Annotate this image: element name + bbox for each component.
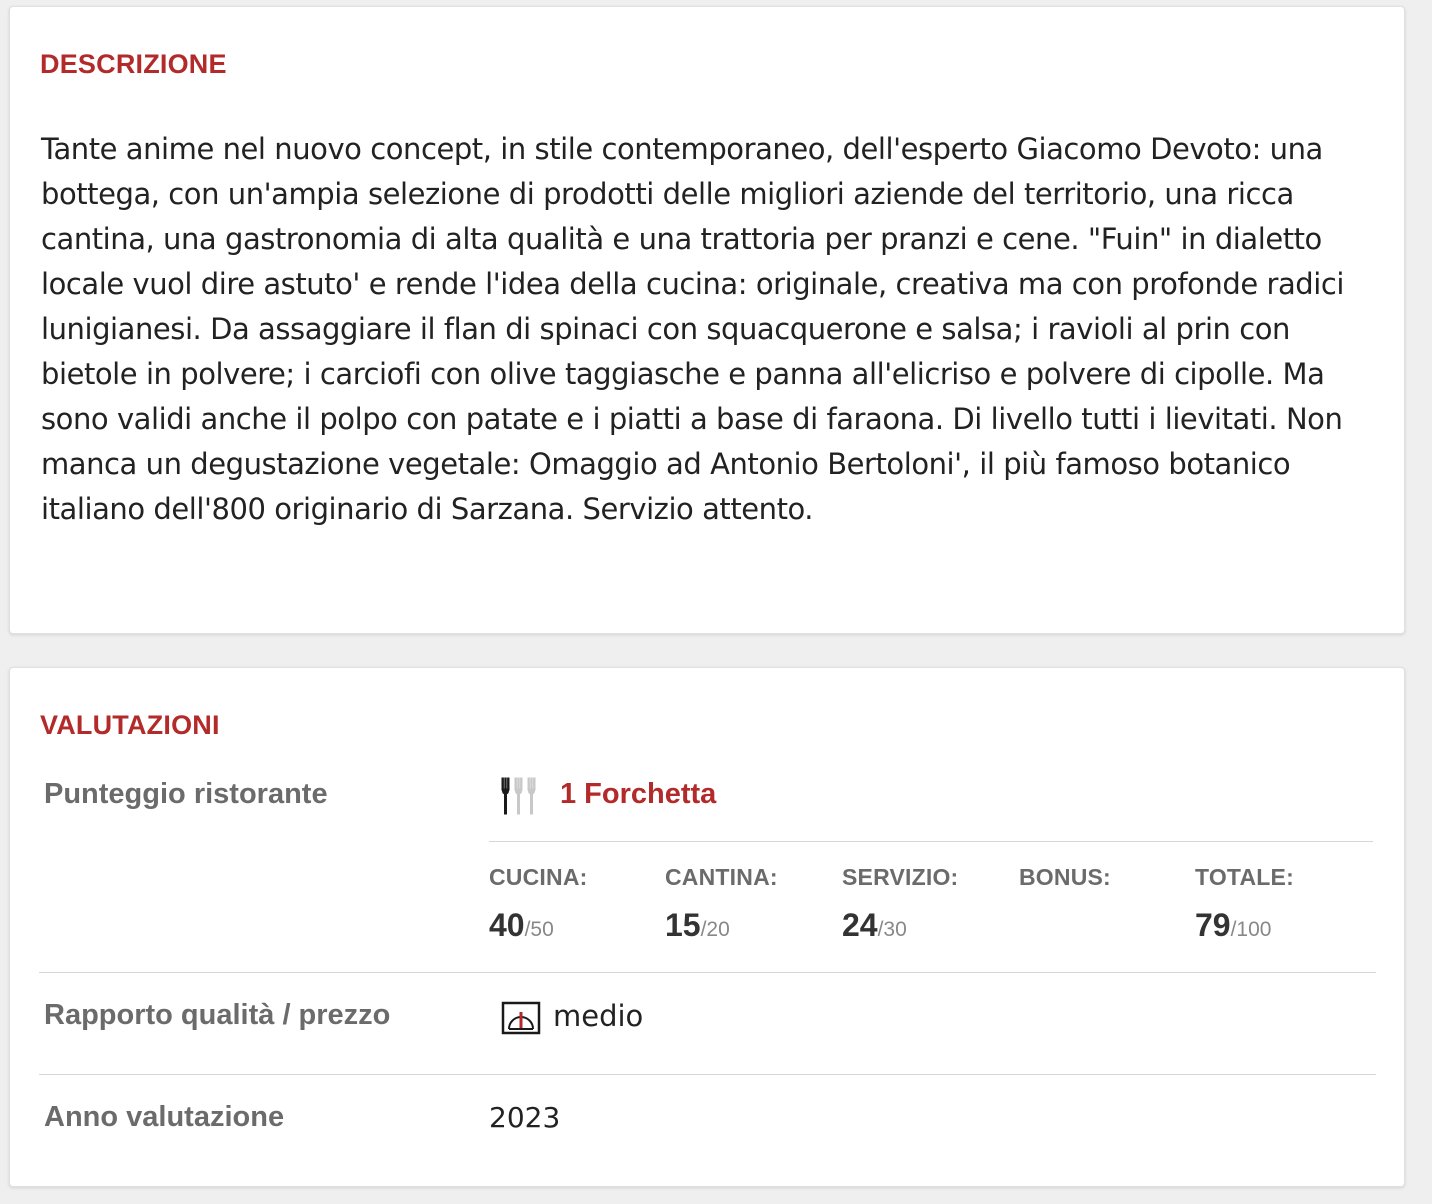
score-totale bbox=[1195, 864, 1294, 944]
score-max: /20 bbox=[700, 918, 730, 941]
description-card bbox=[9, 6, 1405, 634]
fork-rating-icon bbox=[499, 776, 541, 816]
fork-icon-inactive bbox=[528, 778, 535, 814]
score-label: CANTINA: bbox=[665, 864, 778, 890]
divider bbox=[39, 1074, 1376, 1075]
description-text: Tante anime nel nuovo concept, in stile contemporaneo, dell'esperto Giacomo Devoto: una bottega, con un'ampia selezione di prodotti delle migliori aziende del territorio, una ricca cantina, una gastronomia di alta qualità e una trattoria per pranzi e cene. "Fuin" in dialetto locale vuol dire astuto' e rende l'idea della cucina: originale, creativa ma con profonde radici lunigianesi. Da assaggiare il flan di spinaci con squacquerone e salsa; i ravioli al prin con bietole in polvere; i carciofi con olive taggiasche e panna all'elicriso e polvere di cipolle. Ma sono validi anche il polpo con patate e i piatti a base di faraona. Di livello tutti i lievitati. Non manca un degustazione vegetale: Omaggio ad Antonio Bertoloni', il più famoso botanico italiano dell'800 originario di Sarzana. Servizio attento. bbox=[41, 132, 1344, 526]
score-max: /30 bbox=[877, 918, 907, 941]
description-title: DESCRIZIONE bbox=[40, 49, 227, 79]
fork-rating-label: 1 Forchetta bbox=[560, 778, 717, 810]
divider bbox=[39, 972, 1376, 973]
score-servizio bbox=[842, 864, 958, 944]
score-value: 24 bbox=[842, 907, 878, 943]
restaurant-score-label: Punteggio ristorante bbox=[44, 778, 328, 810]
ratings-card bbox=[9, 667, 1405, 1187]
score-label: BONUS: bbox=[1019, 864, 1111, 890]
quality-price-label: Rapporto qualità / prezzo bbox=[44, 999, 391, 1031]
score-cantina bbox=[665, 864, 778, 944]
score-cucina bbox=[489, 864, 588, 944]
score-label: CUCINA: bbox=[489, 864, 588, 890]
quality-price-value: medio bbox=[553, 999, 644, 1033]
score-bonus bbox=[1019, 864, 1111, 907]
year-value: 2023 bbox=[489, 1101, 561, 1134]
score-label: SERVIZIO: bbox=[842, 864, 959, 890]
score-label: TOTALE: bbox=[1195, 864, 1294, 890]
score-max: /50 bbox=[524, 918, 554, 941]
fork-icon-active bbox=[502, 778, 509, 814]
score-max: /100 bbox=[1230, 918, 1272, 941]
year-label: Anno valutazione bbox=[44, 1101, 285, 1133]
price-gauge-icon bbox=[501, 1001, 541, 1035]
score-value: 40 bbox=[489, 907, 525, 943]
ratings-title: VALUTAZIONI bbox=[40, 710, 220, 740]
score-value: 79 bbox=[1195, 907, 1231, 943]
divider bbox=[489, 841, 1373, 842]
score-value: 15 bbox=[665, 907, 701, 943]
fork-icon-inactive bbox=[515, 778, 522, 814]
